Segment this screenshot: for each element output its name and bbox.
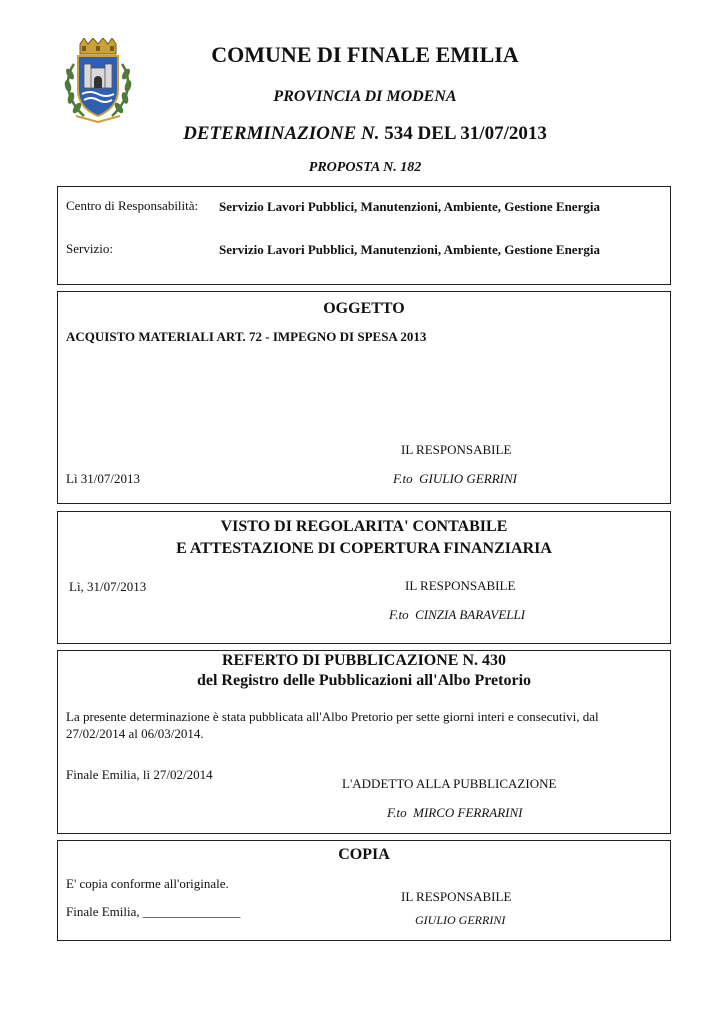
visto-title-line1: VISTO DI REGOLARITA' CONTABILE bbox=[220, 518, 508, 535]
visto-title-line2: E ATTESTAZIONE DI COPERTURA FINANZIARIA bbox=[176, 540, 552, 557]
centro-label: Centro di Responsabilità: bbox=[66, 198, 199, 213]
copia-text: E' copia conforme all'originale. bbox=[66, 876, 229, 891]
oggetto-responsabile-label: IL RESPONSABILE bbox=[401, 442, 512, 457]
determinazione-label: DETERMINAZIONE N. bbox=[183, 123, 380, 144]
visto-date: Lì, 31/07/2013 bbox=[69, 579, 147, 594]
addetto-label: L'ADDETTO ALLA PUBBLICAZIONE bbox=[342, 776, 557, 791]
document-title: COMUNE DI FINALE EMILIA bbox=[211, 42, 519, 67]
copia-signature: GIULIO GERRINI bbox=[415, 913, 506, 927]
servizio-label: Servizio: bbox=[66, 241, 113, 256]
referto-place-date: Finale Emilia, lì 27/02/2014 bbox=[66, 767, 213, 782]
referto-text-line1: La presente determinazione è stata pubblicata all'Albo Pretorio per sette giorni interi e consecutivi, dal bbox=[66, 709, 599, 724]
determinazione-number-date: 534 DEL 31/07/2013 bbox=[384, 123, 547, 144]
servizio-value: Servizio Lavori Pubblici, Manutenzioni, Ambiente, Gestione Energia bbox=[219, 242, 600, 257]
oggetto-date: Lì 31/07/2013 bbox=[66, 471, 141, 486]
centro-value: Servizio Lavori Pubblici, Manutenzioni, Ambiente, Gestione Energia bbox=[219, 199, 600, 214]
visto-responsabile-label: IL RESPONSABILE bbox=[405, 578, 516, 593]
copia-title: COPIA bbox=[338, 846, 390, 863]
referto-title-line2: del Registro delle Pubblicazioni all'Albo Pretorio bbox=[196, 672, 532, 689]
oggetto-title: OGGETTO bbox=[323, 300, 405, 317]
provincia-label: PROVINCIA DI MODENA bbox=[273, 88, 457, 105]
coat-of-arms-logo bbox=[60, 38, 136, 124]
referto-title-line1: REFERTO DI PUBBLICAZIONE N. 430 bbox=[221, 652, 507, 669]
visto-signature: F.to CINZIA BARAVELLI bbox=[389, 607, 526, 622]
oggetto-signature: F.to GIULIO GERRINI bbox=[393, 471, 517, 486]
oggetto-text: ACQUISTO MATERIALI ART. 72 - IMPEGNO DI SPESA 2013 bbox=[66, 329, 427, 344]
oggetto-box bbox=[57, 291, 671, 504]
copia-place: Finale Emilia, _______________ bbox=[66, 904, 241, 919]
proposta-label: PROPOSTA N. 182 bbox=[308, 160, 422, 175]
referto-text-line2: 27/02/2014 al 06/03/2014. bbox=[66, 726, 204, 741]
copia-responsabile-label: IL RESPONSABILE bbox=[401, 889, 512, 904]
referto-signature: F.to MIRCO FERRARINI bbox=[387, 805, 523, 820]
determinazione-heading bbox=[150, 123, 580, 145]
